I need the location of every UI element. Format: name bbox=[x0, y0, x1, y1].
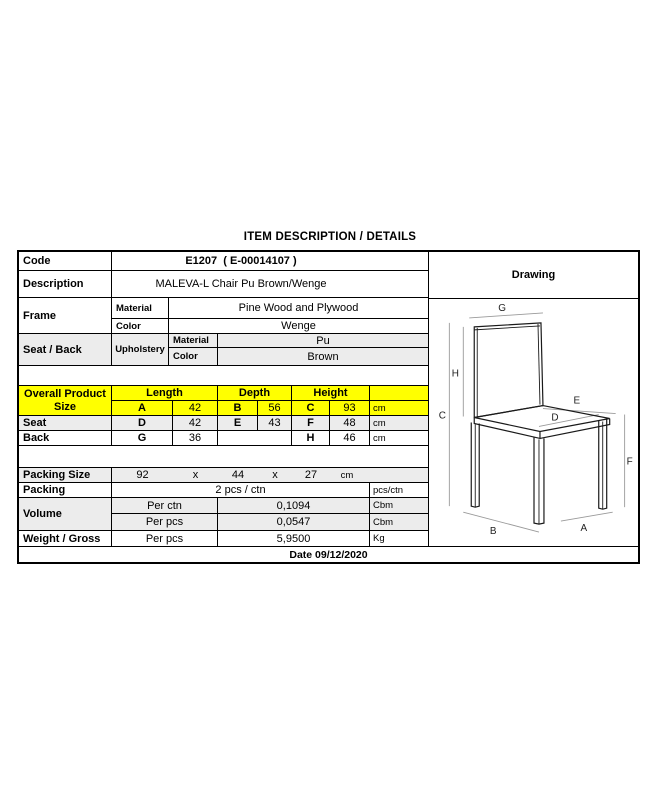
page-title: ITEM DESCRIPTION / DETAILS bbox=[243, 231, 417, 243]
seat-back-band bbox=[19, 334, 428, 366]
overall-unit: cm bbox=[370, 401, 428, 415]
chair-backrest bbox=[474, 323, 543, 418]
back-row bbox=[19, 431, 428, 446]
seat-length-value: 42 bbox=[173, 416, 218, 430]
back-label: Back bbox=[19, 431, 112, 445]
dim-label-b: B bbox=[489, 526, 497, 538]
overall-depth-key: B bbox=[218, 401, 258, 415]
dim-label-c: C bbox=[438, 410, 446, 422]
seat-label: Seat bbox=[19, 416, 112, 430]
code-value: E1207 ( E-00014107 ) bbox=[185, 255, 297, 267]
volume-per-pcs-label: Per pcs bbox=[112, 514, 218, 530]
packing-unit: pcs/ctn bbox=[373, 484, 404, 496]
weight-label: Weight / Gross bbox=[19, 531, 112, 546]
seat-height-value: 48 bbox=[330, 416, 370, 430]
volume-per-ctn-unit: Cbm bbox=[370, 498, 428, 513]
volume-band bbox=[19, 498, 428, 531]
description-value: MALEVA-L Chair Pu Brown/Wenge bbox=[155, 278, 327, 290]
chair-drawing bbox=[429, 299, 639, 545]
frame-color-value: Wenge bbox=[281, 320, 316, 332]
dim-line-b bbox=[463, 512, 539, 532]
overall-depth-value: 56 bbox=[258, 401, 292, 415]
overall-size-label: Overall Product Size bbox=[19, 386, 112, 415]
packing-size-value: 92 x 44 x 27 cm bbox=[112, 468, 428, 482]
chair-backrest-right-edge bbox=[538, 324, 540, 405]
weight-row bbox=[19, 531, 428, 546]
dim-line-a bbox=[561, 512, 613, 521]
date-row bbox=[19, 546, 638, 562]
back-height-key: H bbox=[292, 431, 330, 445]
weight-unit: Kg bbox=[373, 533, 385, 544]
seat-height-key: F bbox=[292, 416, 330, 430]
overall-height-value: 93 bbox=[330, 401, 370, 415]
seat-back-color-value: Brown bbox=[218, 348, 428, 365]
seat-back-label: Seat / Back bbox=[19, 334, 112, 365]
overall-length-key: A bbox=[112, 401, 173, 415]
frame-band bbox=[19, 298, 428, 334]
description-label: Description bbox=[19, 271, 112, 297]
weight-per-label: Per pcs bbox=[112, 531, 218, 546]
depth-header: Depth bbox=[218, 386, 292, 400]
seat-back-material-label: Material bbox=[169, 334, 218, 347]
dim-label-h: H bbox=[451, 368, 459, 380]
volume-per-ctn-value: 0,1094 bbox=[218, 498, 370, 513]
seat-back-color-label: Color bbox=[169, 348, 218, 365]
dim-label-a: A bbox=[580, 523, 588, 535]
packing-size-label: Packing Size bbox=[19, 468, 112, 482]
frame-material-label: Material bbox=[112, 298, 169, 318]
back-length-value: 36 bbox=[173, 431, 218, 445]
dim-label-d: D bbox=[551, 412, 559, 424]
code-label: Code bbox=[19, 252, 112, 270]
date-value: Date 09/12/2020 bbox=[289, 548, 368, 561]
packing-value: 2 pcs / ctn bbox=[112, 483, 370, 497]
seat-length-key: D bbox=[112, 416, 173, 430]
frame-label: Frame bbox=[19, 298, 112, 333]
chair-seat-edge bbox=[474, 418, 609, 439]
height-header: Height bbox=[292, 386, 370, 400]
frame-material-value: Pine Wood and Plywood bbox=[238, 302, 359, 314]
dim-line-d bbox=[539, 412, 599, 427]
seat-row bbox=[19, 416, 428, 431]
weight-value: 5,9500 bbox=[218, 531, 370, 546]
spacer-row bbox=[19, 366, 428, 386]
back-length-key: G bbox=[112, 431, 173, 445]
packing-size-row bbox=[19, 468, 428, 483]
description-row bbox=[19, 271, 428, 298]
seat-depth-key: E bbox=[218, 416, 258, 430]
overall-height-key: C bbox=[292, 401, 330, 415]
code-row bbox=[19, 252, 428, 271]
length-header: Length bbox=[112, 386, 218, 400]
dim-line-g bbox=[469, 313, 543, 318]
size-header-empty-cell bbox=[370, 386, 428, 400]
back-depth-empty-cell bbox=[218, 431, 292, 445]
volume-per-pcs-value: 0,0547 bbox=[218, 514, 370, 530]
seat-back-material-value: Pu bbox=[218, 334, 428, 347]
volume-per-pcs-unit: Cbm bbox=[370, 514, 428, 530]
volume-per-ctn-label: Per ctn bbox=[112, 498, 218, 513]
dim-label-f: F bbox=[626, 456, 633, 468]
dim-label-g: G bbox=[498, 302, 506, 314]
seat-unit: cm bbox=[370, 416, 428, 430]
spec-table bbox=[19, 252, 428, 546]
drawing-cell bbox=[428, 252, 638, 546]
upholstery-label: Upholstery bbox=[112, 334, 169, 365]
packing-row bbox=[19, 483, 428, 498]
volume-label: Volume bbox=[19, 498, 112, 530]
frame-color-label: Color bbox=[112, 319, 169, 333]
drawing-header: Drawing bbox=[429, 252, 638, 299]
spacer-row bbox=[19, 446, 428, 468]
seat-depth-value: 43 bbox=[258, 416, 292, 430]
overall-length-value: 42 bbox=[173, 401, 218, 415]
packing-label: Packing bbox=[19, 483, 112, 497]
overall-size-band bbox=[19, 386, 428, 416]
back-unit: cm bbox=[373, 432, 386, 444]
back-height-value: 46 bbox=[330, 431, 370, 445]
dim-label-e: E bbox=[573, 395, 581, 407]
